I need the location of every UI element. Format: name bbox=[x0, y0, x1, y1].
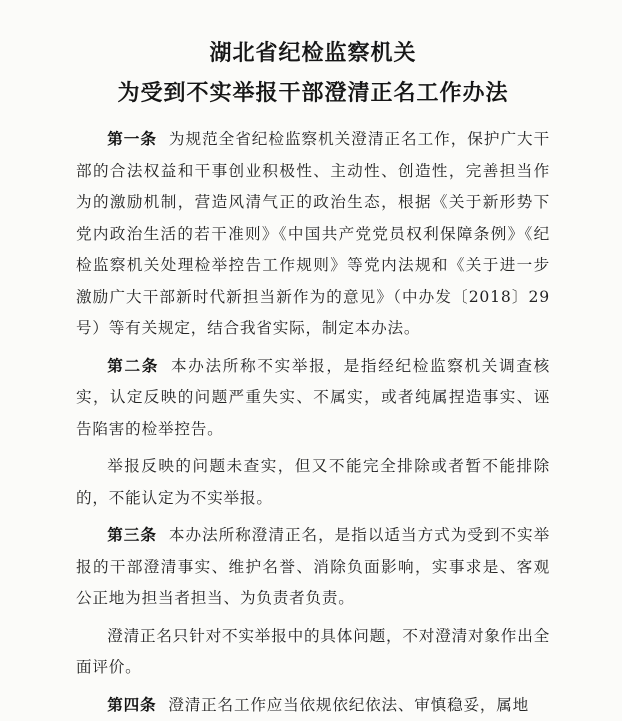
article-text-2b: 举报反映的问题未查实，但又不能完全排除或者暂不能排除的，不能认定为不实举报。 bbox=[76, 457, 550, 507]
paragraph-article-2-continued bbox=[76, 451, 550, 514]
article-text-2: 本办法所称不实举报，是指经纪检监察机关调查核实，认定反映的问题严重失实、不属实，或者纯属捏造事实、诬告陷害的检举控告。 bbox=[76, 357, 550, 438]
article-text-3: 本办法所称澄清正名，是指以适当方式为受到不实举报的干部澄清事实、维护名誉、消除负面影响，实事求是、客观公正地为担当者担当、为负责者负责。 bbox=[76, 526, 550, 607]
paragraph-article-4 bbox=[76, 690, 550, 721]
article-text-1: 为规范全省纪检监察机关澄清正名工作，保护广大干部的合法权益和干事创业积极性、主动性、创造性，完善担当作为的激励机制，营造风清气正的政治生态，根据《关于新形势下党内政治生活的若干准则》《中国共产党党员权利保障条例》《纪检监察机关处理检举控告工作规则》等党内法规和《关于进一步激励广大干部新时代新担当新作为的意见》（中办发〔2018〕29号）等有关规定，结合我省实际，制定本办法。 bbox=[76, 130, 550, 337]
article-label-2: 第二条 bbox=[107, 357, 159, 375]
article-text-4: 澄清正名工作应当依规依纪依法、审慎稳妥，属地 bbox=[168, 696, 529, 714]
article-label-4: 第四条 bbox=[107, 696, 156, 714]
paragraph-article-3-continued bbox=[76, 621, 550, 684]
paragraph-article-1 bbox=[76, 124, 550, 345]
paragraph-article-2 bbox=[76, 351, 550, 446]
article-label-3: 第三条 bbox=[107, 526, 157, 544]
paragraph-article-3 bbox=[76, 520, 550, 615]
document-title-line-2: 为受到不实举报干部澄清正名工作办法 bbox=[76, 78, 550, 110]
article-text-3b: 澄清正名只针对不实举报中的具体问题，不对澄清对象作出全面评价。 bbox=[76, 627, 550, 677]
document-title-line-1: 湖北省纪检监察机关 bbox=[76, 38, 550, 70]
article-label-1: 第一条 bbox=[107, 130, 157, 148]
